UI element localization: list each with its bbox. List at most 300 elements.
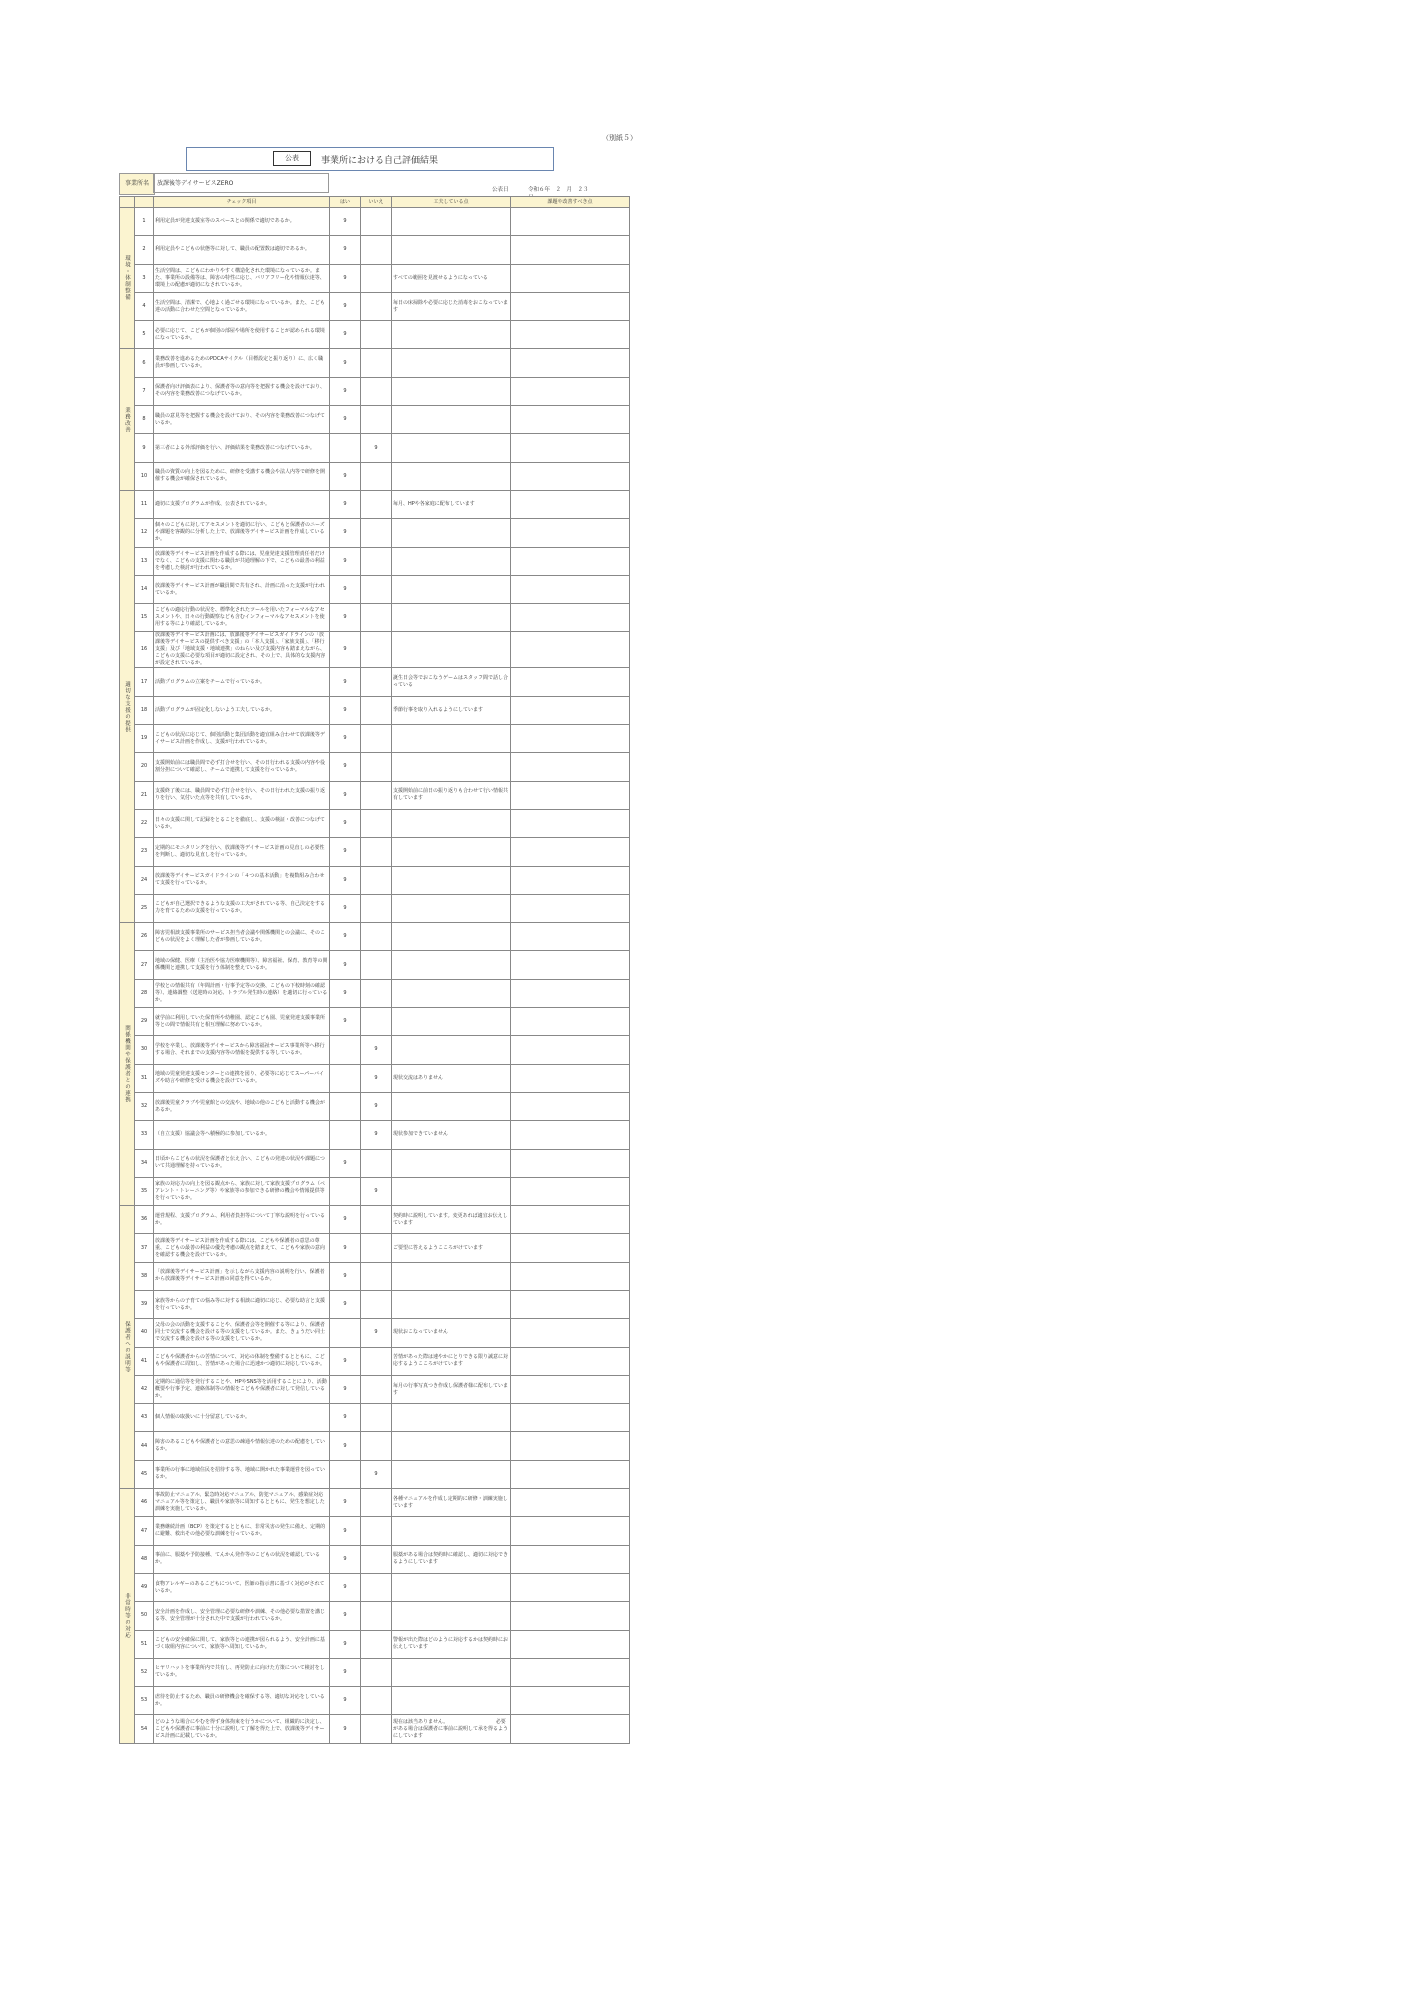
table-row <box>120 575 630 603</box>
no-count: 9 <box>361 1177 392 1205</box>
yes-count: 9 <box>330 1290 361 1318</box>
check-item-text: 地域の児童発達支援センターとの連携を図り、必要等に応じてスーパーバイズや助言や研修を受ける機会を設けているか。 <box>154 1064 330 1092</box>
yes-count: 9 <box>330 519 361 547</box>
item-number: 7 <box>135 377 154 405</box>
no-count <box>361 264 392 292</box>
item-number: 38 <box>135 1262 154 1290</box>
check-item-text: 適切に支援プログラムが作成、公表されているか。 <box>154 490 330 518</box>
item-number: 21 <box>135 781 154 809</box>
no-count <box>361 1432 392 1460</box>
effort-text <box>392 1432 511 1460</box>
no-count <box>361 604 392 632</box>
yes-count <box>330 1460 361 1488</box>
effort-text <box>392 632 511 668</box>
yes-count: 9 <box>330 604 361 632</box>
item-number: 22 <box>135 809 154 837</box>
table-row <box>120 1432 630 1460</box>
office-name: 放課後等デイサービスZERO <box>153 173 329 193</box>
no-count <box>361 1008 392 1036</box>
table-row <box>120 321 630 349</box>
effort-text <box>392 575 511 603</box>
item-number: 4 <box>135 292 154 320</box>
improve-text <box>511 547 630 575</box>
effort-text: 現状交流はありません <box>392 1064 511 1092</box>
improve-text <box>511 866 630 894</box>
improve-text <box>511 809 630 837</box>
table-row <box>120 1545 630 1573</box>
table-row <box>120 1036 630 1064</box>
table-row <box>120 604 630 632</box>
no-count <box>361 979 392 1007</box>
no-count <box>361 951 392 979</box>
no-count <box>361 1290 392 1318</box>
item-number: 47 <box>135 1517 154 1545</box>
yes-count: 9 <box>330 264 361 292</box>
check-item-text: 障害のあるこどもや保護者との意思の疎通や情報伝達のための配慮をしているか。 <box>154 1432 330 1460</box>
category-cell: 環境・体制整備 <box>120 208 135 349</box>
improve-text <box>511 1036 630 1064</box>
item-number: 1 <box>135 208 154 236</box>
table-row <box>120 1602 630 1630</box>
check-item-text: 日々の支援に関して記録をとることを徹底し、支援の検証・改善につなげているか。 <box>154 809 330 837</box>
effort-text <box>392 923 511 951</box>
improve-text <box>511 753 630 781</box>
item-number: 33 <box>135 1121 154 1149</box>
no-count: 9 <box>361 1064 392 1092</box>
effort-text <box>392 979 511 1007</box>
yes-count: 9 <box>330 462 361 490</box>
item-number: 31 <box>135 1064 154 1092</box>
check-item-text: 放課後等デイサービス計画を作成する際には、児童発達支援管理責任者だけでなく、こどもの支援に関わる職員が共通理解の下で、こどもの最善の利益を考慮した検討が行われているか。 <box>154 547 330 575</box>
yes-count: 9 <box>330 1658 361 1686</box>
check-item-text: 利用定員やこどもの状態等に対して、職員の配置数は適切であるか。 <box>154 236 330 264</box>
yes-count: 9 <box>330 349 361 377</box>
publish-date-label: 公表日 <box>492 187 509 193</box>
check-item-text: 生活空間は、清潔で、心地よく過ごせる環境になっているか。また、こども達の活動に合わせた空間となっているか。 <box>154 292 330 320</box>
effort-text: 誕生日会等でおこなうゲームはスタッフ間で話し合っている <box>392 668 511 696</box>
yes-count <box>330 1319 361 1347</box>
improve-text <box>511 604 630 632</box>
check-item-text: 事故防止マニュアル、緊急時対応マニュアル、防犯マニュアル、感染症対応マニュアル等を策定し、職員や家族等に周知するとともに、発生を想定した訓練を実施しているか。 <box>154 1489 330 1517</box>
no-count <box>361 1658 392 1686</box>
table-row <box>120 725 630 753</box>
no-count <box>361 923 392 951</box>
item-number: 11 <box>135 490 154 518</box>
table-row <box>120 1347 630 1375</box>
check-item-text: 家族等からの子育ての悩み等に対する相談に適切に応じ、必要な助言と支援を行っているか。 <box>154 1290 330 1318</box>
yes-count: 9 <box>330 1404 361 1432</box>
effort-text <box>392 1262 511 1290</box>
improve-text <box>511 490 630 518</box>
improve-text <box>511 236 630 264</box>
effort-text <box>392 406 511 434</box>
effort-text <box>392 725 511 753</box>
yes-count: 9 <box>330 1545 361 1573</box>
table-row <box>120 696 630 724</box>
improve-text <box>511 979 630 1007</box>
table-row <box>120 1489 630 1517</box>
effort-text <box>392 519 511 547</box>
check-item-text: 運営規程、支援プログラム、利用者負担等について丁寧な説明を行っているか。 <box>154 1206 330 1234</box>
yes-count <box>330 1064 361 1092</box>
check-item-text: 第三者による外部評価を行い、評価結果を業務改善につなげているか。 <box>154 434 330 462</box>
table-row <box>120 838 630 866</box>
yes-count: 9 <box>330 725 361 753</box>
item-number: 25 <box>135 894 154 922</box>
table-row <box>120 809 630 837</box>
improve-text <box>511 406 630 434</box>
table-row <box>120 1404 630 1432</box>
effort-text: 各種マニュアルを作成し定期的に研修・訓練実施しています <box>392 1489 511 1517</box>
table-row <box>120 519 630 547</box>
item-number: 5 <box>135 321 154 349</box>
check-item-text: （自立支援）協議会等へ積極的に参加しているか。 <box>154 1121 330 1149</box>
no-count <box>361 809 392 837</box>
effort-text <box>392 377 511 405</box>
no-count: 9 <box>361 1092 392 1120</box>
improve-text <box>511 1206 630 1234</box>
effort-text <box>392 1517 511 1545</box>
item-number: 14 <box>135 575 154 603</box>
yes-count: 9 <box>330 1715 361 1743</box>
table-row <box>120 1715 630 1743</box>
yes-count: 9 <box>330 1630 361 1658</box>
yes-count: 9 <box>330 1149 361 1177</box>
no-count <box>361 1347 392 1375</box>
check-item-text: 事前に、服薬や予防接種、てんかん発作等のこどもの状況を確認しているか。 <box>154 1545 330 1573</box>
improve-text <box>511 292 630 320</box>
check-item-text: 職員の意見等を把握する機会を設けており、その内容を業務改善につなげているか。 <box>154 406 330 434</box>
improve-text <box>511 668 630 696</box>
header-effort: 工夫している点 <box>392 197 511 208</box>
no-count <box>361 838 392 866</box>
yes-count: 9 <box>330 236 361 264</box>
check-item-text: 利用定員が発達支援室等のスペースとの関係で適切であるか。 <box>154 208 330 236</box>
table-row <box>120 264 630 292</box>
item-number: 26 <box>135 923 154 951</box>
item-number: 44 <box>135 1432 154 1460</box>
no-count <box>361 1404 392 1432</box>
table-row <box>120 462 630 490</box>
check-item-text: 学校との情報共有（年間計画・行事予定等の交換、こどもの下校時刻の確認等）、連絡調整（送迎時の対応、トラブル発生時の連絡）を適切に行っているか。 <box>154 979 330 1007</box>
yes-count <box>330 1036 361 1064</box>
yes-count: 9 <box>330 208 361 236</box>
table-row <box>120 547 630 575</box>
check-item-text: 個人情報の取扱いに十分留意しているか。 <box>154 1404 330 1432</box>
table-row <box>120 1290 630 1318</box>
table-row <box>120 1630 630 1658</box>
header-category <box>120 197 135 208</box>
yes-count: 9 <box>330 406 361 434</box>
no-count <box>361 519 392 547</box>
effort-text <box>392 1687 511 1715</box>
improve-text <box>511 1602 630 1630</box>
effort-text <box>392 894 511 922</box>
no-count <box>361 1206 392 1234</box>
item-number: 13 <box>135 547 154 575</box>
effort-text <box>392 1177 511 1205</box>
table-row <box>120 1121 630 1149</box>
item-number: 40 <box>135 1319 154 1347</box>
yes-count: 9 <box>330 809 361 837</box>
item-number: 43 <box>135 1404 154 1432</box>
improve-text <box>511 462 630 490</box>
effort-text <box>392 866 511 894</box>
table-row <box>120 349 630 377</box>
table-row <box>120 1460 630 1488</box>
item-number: 3 <box>135 264 154 292</box>
no-count <box>361 236 392 264</box>
item-number: 27 <box>135 951 154 979</box>
check-item-text: 生活空間は、こどもにわかりやすく構造化された環境になっているか。また、事業所の設備等は、障害の特性に応じ、バリアフリー化や情報伝達等、環境上の配慮が適切になされているか。 <box>154 264 330 292</box>
item-number: 16 <box>135 632 154 668</box>
header-no: いいえ <box>361 197 392 208</box>
item-number: 20 <box>135 753 154 781</box>
publish-tag: 公表 <box>273 151 311 166</box>
table-row <box>120 1687 630 1715</box>
effort-text <box>392 1404 511 1432</box>
title-box <box>186 147 554 171</box>
improve-text <box>511 1177 630 1205</box>
table-row <box>120 208 630 236</box>
improve-text <box>511 208 630 236</box>
improve-text <box>511 1715 630 1743</box>
improve-text <box>511 781 630 809</box>
no-count <box>361 696 392 724</box>
no-count <box>361 208 392 236</box>
improve-text <box>511 1517 630 1545</box>
improve-text <box>511 923 630 951</box>
item-number: 8 <box>135 406 154 434</box>
check-item-text: 安全計画を作成し、安全管理に必要な研修や訓練、その他必要な措置を講じる等、安全管理が十分された中で支援が行われているか。 <box>154 1602 330 1630</box>
yes-count: 9 <box>330 321 361 349</box>
check-item-text: こどもの安全確保に関して、家族等との連携が図られるよう、安全計画に基づく取組内容について、家族等へ周知しているか。 <box>154 1630 330 1658</box>
no-count: 9 <box>361 1121 392 1149</box>
item-number: 12 <box>135 519 154 547</box>
item-number: 23 <box>135 838 154 866</box>
yes-count: 9 <box>330 632 361 668</box>
effort-text <box>392 1008 511 1036</box>
improve-text <box>511 632 630 668</box>
check-item-text: 父母の会の活動を支援することや、保護者会等を開催する等により、保護者同士で交流する機会を設ける等の支援をしているか。また、きょうだい同士で交流する機会を設ける等の支援をしているか。 <box>154 1319 330 1347</box>
item-number: 35 <box>135 1177 154 1205</box>
category-cell: 関係機関や保護者との連携 <box>120 923 135 1206</box>
category-cell: 適切な支援の提供 <box>120 490 135 922</box>
header-improve: 課題や改善すべき点 <box>511 197 630 208</box>
check-item-text: 「放課後等デイサービス計画」を示しながら支援内容の説明を行い、保護者から放課後等デイサービス計画の同意を得ているか。 <box>154 1262 330 1290</box>
no-count <box>361 866 392 894</box>
table-row <box>120 1092 630 1120</box>
table-row <box>120 1262 630 1290</box>
effort-text <box>392 1036 511 1064</box>
table-row <box>120 1149 630 1177</box>
no-count <box>361 292 392 320</box>
effort-text <box>392 838 511 866</box>
improve-text <box>511 894 630 922</box>
improve-text <box>511 1545 630 1573</box>
no-count: 9 <box>361 1460 392 1488</box>
improve-text <box>511 1489 630 1517</box>
effort-text <box>392 1149 511 1177</box>
improve-text <box>511 1008 630 1036</box>
check-item-text: 食物アレルギーのあるこどもについて、医師の指示書に基づく対応がされているか。 <box>154 1573 330 1601</box>
improve-text <box>511 1347 630 1375</box>
check-item-text: 事業所の行事に地域住民を招待する等、地域に開かれた事業運営を図っているか。 <box>154 1460 330 1488</box>
item-number: 41 <box>135 1347 154 1375</box>
check-item-text: 支援開始前には職員間で必ず打合せを行い、その日行われる支援の内容や役割分担について確認し、チームで連携して支援を行っているか。 <box>154 753 330 781</box>
effort-text <box>392 1573 511 1601</box>
improve-text <box>511 1092 630 1120</box>
no-count <box>361 1687 392 1715</box>
yes-count: 9 <box>330 753 361 781</box>
table-row <box>120 292 630 320</box>
improve-text <box>511 264 630 292</box>
yes-count: 9 <box>330 1687 361 1715</box>
check-item-text: 放課後等デイサービス計画が職員間で共有され、計画に沿った支援が行われているか。 <box>154 575 330 603</box>
yes-count: 9 <box>330 923 361 951</box>
improve-text <box>511 696 630 724</box>
effort-text <box>392 208 511 236</box>
header-number <box>135 197 154 208</box>
yes-count <box>330 1121 361 1149</box>
effort-text <box>392 236 511 264</box>
check-item-text: 放課後等デイサービスガイドラインの「４つの基本活動」を複数組み合わせて支援を行っているか。 <box>154 866 330 894</box>
form-number: （別紙５） <box>602 134 637 142</box>
yes-count: 9 <box>330 1489 361 1517</box>
item-number: 29 <box>135 1008 154 1036</box>
check-item-text: 障害児相談支援事業所のサービス担当者会議や関係機関との会議に、そのこどもの状況をよく理解した者が参画しているか。 <box>154 923 330 951</box>
check-item-text: ヒヤリハットを事業所内で共有し、再発防止に向けた方策について検討をしているか。 <box>154 1658 330 1686</box>
improve-text <box>511 1687 630 1715</box>
table-row <box>120 1234 630 1262</box>
improve-text <box>511 725 630 753</box>
effort-text <box>392 1460 511 1488</box>
improve-text <box>511 377 630 405</box>
improve-text <box>511 1375 630 1403</box>
table-row <box>120 866 630 894</box>
no-count <box>361 1489 392 1517</box>
item-number: 10 <box>135 462 154 490</box>
table-row <box>120 1206 630 1234</box>
yes-count: 9 <box>330 838 361 866</box>
effort-text: 服薬がある場合は契約時に確認し、適切に対応できるようにしています <box>392 1545 511 1573</box>
improve-text <box>511 838 630 866</box>
no-count <box>361 753 392 781</box>
no-count <box>361 377 392 405</box>
effort-text: ご要望に答えるようこころがけています <box>392 1234 511 1262</box>
yes-count <box>330 1177 361 1205</box>
no-count <box>361 1715 392 1743</box>
table-row <box>120 668 630 696</box>
improve-text <box>511 1149 630 1177</box>
improve-text <box>511 1234 630 1262</box>
no-count <box>361 1630 392 1658</box>
no-count <box>361 462 392 490</box>
effort-text <box>392 1602 511 1630</box>
header-yes: はい <box>330 197 361 208</box>
improve-text <box>511 1290 630 1318</box>
effort-text <box>392 753 511 781</box>
effort-text: 毎月の行事写真つき作成し保護者様に配布しています <box>392 1375 511 1403</box>
item-number: 48 <box>135 1545 154 1573</box>
improve-text <box>511 1262 630 1290</box>
yes-count: 9 <box>330 951 361 979</box>
check-item-text: 必要に応じて、こどもが個別の部屋や場所を使用することが認められる環境になっているか。 <box>154 321 330 349</box>
check-item-text: こどもや保護者からの苦情について、対応の体制を整備するとともに、こどもや保護者に周知し、苦情があった場合に迅速かつ適切に対応しているか。 <box>154 1347 330 1375</box>
no-count: 9 <box>361 1036 392 1064</box>
item-number: 51 <box>135 1630 154 1658</box>
effort-text <box>392 321 511 349</box>
no-count <box>361 575 392 603</box>
table-row <box>120 1319 630 1347</box>
table-row <box>120 434 630 462</box>
yes-count: 9 <box>330 1262 361 1290</box>
check-item-text: 活動プログラムの立案をチームで行っているか。 <box>154 668 330 696</box>
yes-count: 9 <box>330 292 361 320</box>
check-item-text: 定期的に通信等を発行することや、HPやSNS等を活用することにより、活動概要や行事予定、連絡体制等の情報をこどもや保護者に対して発信しているか。 <box>154 1375 330 1403</box>
no-count <box>361 894 392 922</box>
table-row <box>120 1008 630 1036</box>
table-body <box>120 208 630 1744</box>
yes-count: 9 <box>330 979 361 1007</box>
office-label: 事業所名 <box>119 173 155 195</box>
improve-text <box>511 1064 630 1092</box>
yes-count: 9 <box>330 894 361 922</box>
table-row <box>120 1064 630 1092</box>
yes-count: 9 <box>330 668 361 696</box>
table-header-row <box>120 197 630 208</box>
effort-text <box>392 462 511 490</box>
item-number: 17 <box>135 668 154 696</box>
no-count <box>361 1517 392 1545</box>
check-item-text: 家族の対応力の向上を図る観点から、家族に対して家族支援プログラム（ペアレント・トレーニング等）や家族等の参加できる研修の機会や情報提供等を行っているか。 <box>154 1177 330 1205</box>
publish-date: 令和６年 ２ 月 ２３ <box>512 185 592 202</box>
check-item-text: どのような場合にやむを得ず身体拘束を行うかについて、組織的に決定し、こどもや保護者に事前に十分に説明して了解を得た上で、放課後等デイサービス計画に記載しているか。 <box>154 1715 330 1743</box>
table-row <box>120 490 630 518</box>
yes-count: 9 <box>330 377 361 405</box>
check-item-text: こどもの適応行動の状況を、標準化されたツールを用いたフォーマルなアセスメントや、日々の行動観察なども含むインフォーマルなアセスメントを使用する等により確認しているか。 <box>154 604 330 632</box>
table-row <box>120 1375 630 1403</box>
effort-text <box>392 1290 511 1318</box>
no-count: 9 <box>361 434 392 462</box>
item-number: 36 <box>135 1206 154 1234</box>
improve-text <box>511 519 630 547</box>
yes-count: 9 <box>330 547 361 575</box>
no-count <box>361 1602 392 1630</box>
improve-text <box>511 1573 630 1601</box>
check-item-text: 虐待を防止するため、職員の研修機会を確保する等、適切な対応をしているか。 <box>154 1687 330 1715</box>
check-item-text: 支援終了後には、職員間で必ず打合せを行い、その日行われた支援の振り返りを行い、気付いた点等を共有しているか。 <box>154 781 330 809</box>
effort-text <box>392 809 511 837</box>
improve-text <box>511 434 630 462</box>
yes-count: 9 <box>330 1432 361 1460</box>
table-row <box>120 406 630 434</box>
yes-count: 9 <box>330 490 361 518</box>
no-count <box>361 1573 392 1601</box>
no-count <box>361 349 392 377</box>
evaluation-table <box>119 196 630 1744</box>
table-row <box>120 781 630 809</box>
item-number: 53 <box>135 1687 154 1715</box>
effort-text: 苦情があった際は速やかにとりできる限り誠意に対応するようこころがけています <box>392 1347 511 1375</box>
yes-count: 9 <box>330 1375 361 1403</box>
table-row <box>120 894 630 922</box>
effort-text <box>392 547 511 575</box>
no-count <box>361 1262 392 1290</box>
no-count <box>361 406 392 434</box>
check-item-text: 日頃からこどもの状況を保護者と伝え合い、こどもの発達の状況や課題について共通理解を持っているか。 <box>154 1149 330 1177</box>
yes-count: 9 <box>330 1347 361 1375</box>
